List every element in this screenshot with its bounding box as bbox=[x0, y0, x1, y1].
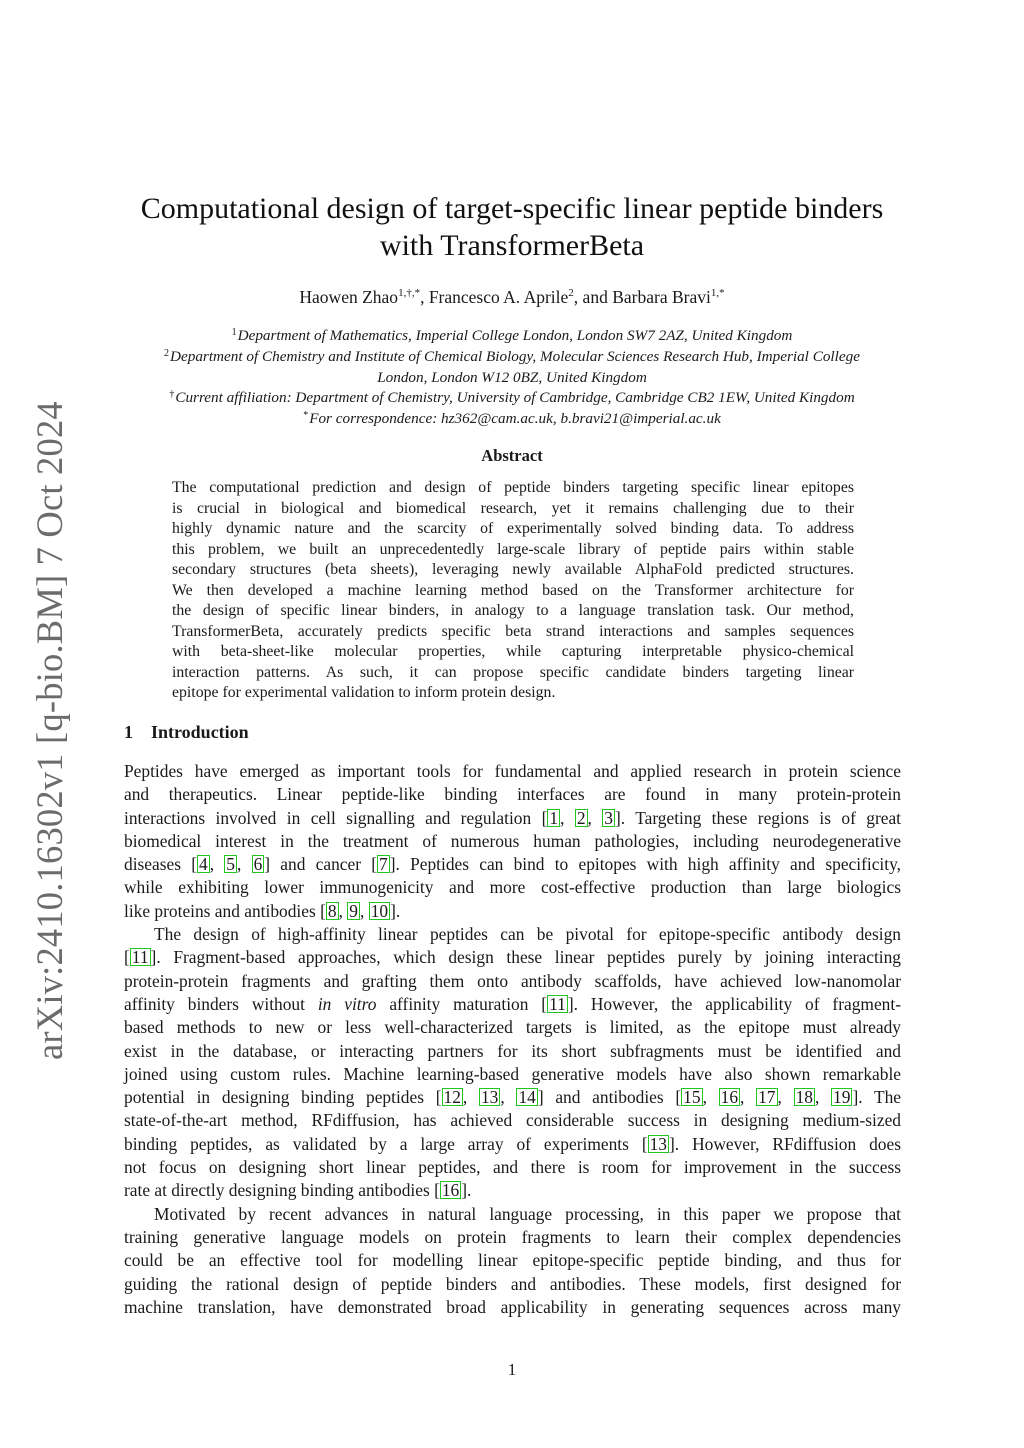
body-line: like proteins and antibodies [ 8 , 9 , 10 ]. bbox=[124, 900, 401, 921]
section-heading bbox=[124, 722, 249, 743]
correspondence-line bbox=[112, 409, 912, 430]
abstract-line: secondary structures (beta sheets), leveraging newly available AlphaFold predicted structures. bbox=[172, 561, 854, 578]
citation-link[interactable]: 15 bbox=[683, 1087, 701, 1108]
citation-link[interactable]: 17 bbox=[758, 1087, 776, 1108]
citation-link[interactable]: 1 bbox=[549, 807, 559, 828]
body-line: protein-protein fragments and grafting them onto antibody scaffolds, have achieved low-nanomolar bbox=[124, 970, 901, 991]
citation-link[interactable]: 3 bbox=[604, 807, 613, 828]
title-line-2: with TransformerBeta bbox=[379, 229, 645, 262]
affiliation-text: Department of Chemistry and Institute of Chemical Biology, Molecular Sciences Research Hub, Imperial College bbox=[170, 348, 860, 366]
abstract-line: the design of specific linear binders, in analogy to a language translation task. Our method, bbox=[172, 602, 854, 619]
body-line: binding peptides, as validated by a large array of experiments [ 13 ]. However, RFdiffusion does bbox=[124, 1133, 901, 1154]
body-line: machine translation, have demonstrated broad applicability in generating sequences across many bbox=[124, 1296, 901, 1317]
citation-link[interactable]: 11 bbox=[549, 993, 566, 1014]
citation-link[interactable]: 2 bbox=[576, 807, 586, 828]
abstract-line: interaction patterns. As such, it can propose specific candidate binders targeting linear bbox=[172, 663, 854, 681]
abstract-line: this problem, we built an unprecedentedly large-scale library of peptide pairs within stable bbox=[172, 540, 854, 558]
body-line: guiding the rational design of peptide binders and antibodies. These models, first designed for bbox=[124, 1273, 901, 1294]
abstract-heading: Abstract bbox=[481, 446, 543, 465]
author-list bbox=[112, 286, 912, 311]
author-separator: , and bbox=[573, 287, 613, 307]
body-line: while exhibiting lower immunogenicity and more cost-effective production than large biologics bbox=[124, 877, 901, 898]
author-name: Haowen Zhao bbox=[299, 287, 399, 307]
citation-link[interactable]: 8 bbox=[327, 900, 337, 921]
author-separator: , bbox=[420, 287, 429, 307]
affiliation-text: London, London W12 0BZ, United Kingdom bbox=[377, 369, 647, 387]
abstract-body bbox=[172, 478, 854, 704]
affiliation-line bbox=[112, 368, 912, 387]
body-line: state-of-the-art method, RFdiffusion, has achieved considerable success in designing medium-sized bbox=[124, 1110, 901, 1131]
body-line: rate at directly designing binding antibodies [ 16 ]. bbox=[124, 1180, 472, 1201]
affiliation-mark: † bbox=[169, 388, 175, 400]
abstract-line: highly dynamic nature and the scarcity of experimentally solved binding data. To address bbox=[172, 520, 854, 537]
citation-link[interactable]: 7 bbox=[379, 854, 388, 875]
correspondence-text: For correspondence: hz362@cam.ac.uk, b.bravi21@imperial.ac.uk bbox=[309, 409, 721, 427]
body-line: biomedical interest in the treatment of numerous human pathologies, including neurodegenerative bbox=[124, 830, 901, 851]
body-line: based methods to new or less well-characterized targets is limited, as the epitope must already bbox=[124, 1017, 901, 1038]
author-name: Francesco A. Aprile bbox=[428, 287, 569, 307]
abstract-line: The computational prediction and design of peptide binders targeting specific linear epitopes bbox=[172, 479, 854, 496]
section-number: 1 bbox=[124, 722, 133, 742]
title-line-1: Computational design of target-specific linear peptide binders bbox=[140, 192, 884, 225]
affiliation-mark: 1 bbox=[231, 327, 237, 338]
citation-link[interactable]: 10 bbox=[370, 900, 389, 921]
abstract-line: is crucial in biological and biomedical research, yet it remains challenging due to their bbox=[172, 499, 854, 517]
body-line: affinity binders without in vitro affinity maturation [ 11 ]. However, the applicability of fragment- bbox=[124, 993, 901, 1014]
affiliation-mark: 2 bbox=[164, 348, 170, 360]
author-marks: 2 bbox=[568, 287, 574, 299]
citation-link[interactable]: 19 bbox=[833, 1087, 851, 1108]
body-line: could be an effective tool for modelling linear epitope-specific peptide binding, and thus for bbox=[124, 1250, 901, 1271]
affiliation-line bbox=[112, 326, 912, 347]
author-marks: 1,†,* bbox=[398, 287, 421, 299]
citation-link[interactable]: 16 bbox=[441, 1180, 460, 1201]
affiliation-text: Current affiliation: Department of Chemistry, University of Cambridge, Cambridge CB2 1EW, United Kingdom bbox=[175, 388, 855, 406]
paper-title bbox=[112, 190, 912, 264]
abstract-line: TransformerBeta, accurately predicts specific beta strand interactions and samples sequences bbox=[172, 622, 854, 640]
section-title: Introduction bbox=[151, 722, 249, 742]
body-line: training generative language models on protein fragments to learn their complex dependencies bbox=[124, 1226, 901, 1247]
affiliation-line bbox=[112, 388, 912, 409]
body-line: potential in designing binding peptides [ 12 , 13 , 14 ] and antibodies [ 15 , 16 , 17 , 18 , 19 ]. The bbox=[124, 1087, 902, 1108]
body-line: and therapeutics. Linear peptide-like binding interfaces are found in many protein-protein bbox=[124, 784, 901, 805]
body-line: exist in the database, or interacting partners for its short subfragments must be identified and bbox=[124, 1040, 901, 1061]
citation-link[interactable]: 18 bbox=[795, 1087, 813, 1108]
affiliations bbox=[112, 326, 912, 430]
author-marks: 1,* bbox=[710, 287, 725, 299]
body-line: [ 11 ]. Fragment-based approaches, which design these linear peptides purely by joining interacting bbox=[124, 947, 901, 968]
affiliation-text: Department of Mathematics, Imperial College London, London SW7 2AZ, United Kingdom bbox=[237, 327, 793, 344]
body-line: The design of high-affinity linear peptides can be pivotal for epitope-specific antibody design bbox=[154, 924, 901, 945]
abstract-line: We then developed a machine learning method based on the Transformer architecture for bbox=[172, 581, 854, 599]
emphasis: in vitro bbox=[317, 993, 377, 1014]
arxiv-identifier: arXiv:2410.16302v1 [q-bio.BM] 7 Oct 2024 bbox=[29, 401, 70, 1060]
body-line: not focus on designing short linear peptides, and there is room for improvement in the success bbox=[124, 1157, 901, 1178]
introduction-body bbox=[124, 760, 901, 1319]
body-line: joined using custom rules. Machine learning-based generative models have also shown remarkable bbox=[124, 1063, 901, 1084]
affiliation-mark: * bbox=[303, 409, 309, 421]
citation-link[interactable]: 11 bbox=[131, 947, 149, 968]
body-line: interactions involved in cell signalling and regulation [ 1 , 2 , 3 ]. Targeting these regions is of great bbox=[124, 807, 902, 828]
citation-link[interactable]: 13 bbox=[480, 1087, 499, 1108]
citation-link[interactable]: 16 bbox=[720, 1087, 739, 1108]
citation-link[interactable]: 5 bbox=[226, 854, 235, 875]
citation-link[interactable]: 13 bbox=[649, 1133, 667, 1154]
citation-link[interactable]: 4 bbox=[199, 854, 208, 875]
author-name: Barbara Bravi bbox=[612, 287, 711, 307]
page-number: 1 bbox=[507, 1360, 517, 1379]
abstract-line: epitope for experimental validation to inform protein design. bbox=[172, 684, 556, 701]
citation-link[interactable]: 6 bbox=[253, 854, 263, 875]
body-line: Peptides have emerged as important tools for fundamental and applied research in protein science bbox=[124, 761, 901, 781]
citation-link[interactable]: 14 bbox=[518, 1087, 536, 1108]
affiliation-line bbox=[112, 347, 912, 368]
abstract-line: with beta-sheet-like molecular properties, while capturing interpretable physico-chemical bbox=[172, 643, 854, 660]
citation-link[interactable]: 12 bbox=[443, 1087, 461, 1108]
body-line: diseases [ 4 , 5 , 6 ] and cancer [ 7 ]. Peptides can bind to epitopes with high affinity and specificity, bbox=[124, 854, 902, 875]
citation-link[interactable]: 9 bbox=[349, 900, 358, 921]
body-line: Motivated by recent advances in natural language processing, in this paper we propose that bbox=[154, 1203, 901, 1224]
